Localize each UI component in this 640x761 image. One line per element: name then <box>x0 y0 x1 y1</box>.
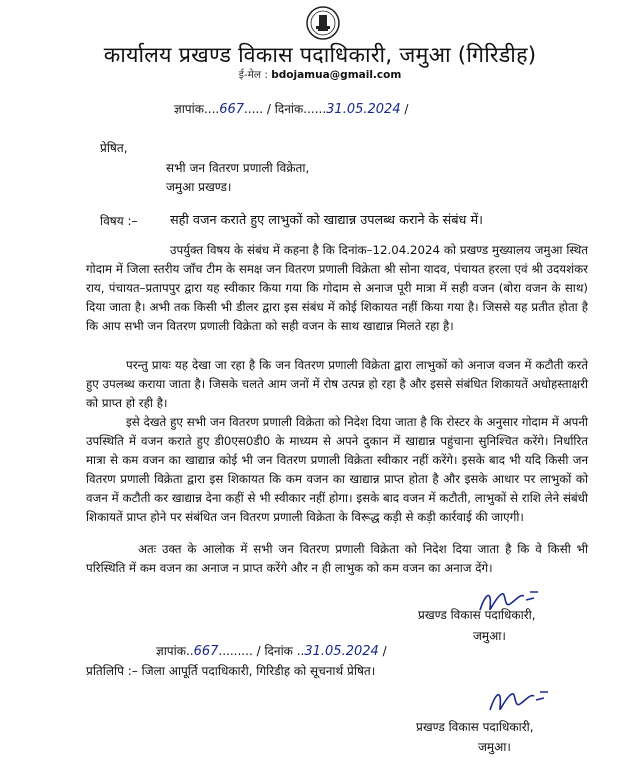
copy-text: जिला आपूर्ति पदाधिकारी, गिरिडीह को सूचनार्थ प्रेषित। <box>141 664 376 678</box>
copy-label: प्रतिलिपि :– <box>86 664 138 678</box>
email-address: bdojamua@gmail.com <box>271 69 402 81</box>
signature-1-place: जमुआ। <box>473 629 506 643</box>
office-title: कार्यालय प्रखण्ड विकास पदाधिकारी, जमुआ (गिरिडीह) <box>103 43 537 68</box>
body-paragraph-4 <box>86 540 588 578</box>
subject-text: सही वजन कराते हुए लाभुकों को खाद्यान्न उपलब्ध कराने के संबंध में। <box>170 213 483 228</box>
dinank-label: दिनांक <box>274 102 304 116</box>
paragraph-text: उपर्युक्त विषय के संबंध में कहना है कि दिनांक–12.04.2024 को प्रखण्ड मुख्यालय जमुआ स्थित गोदाम में जिला स्तरीय जाँच टीम के समक्ष जन वितरण प्रणाली विक्रेता श्री सोना यादव, पंचायत हरला एवं श्री उदयशंकर राय, पंचायत–प्रतापपुर द्वारा यह स्वीकार किया गया कि गोदाम से अनाज पूरी मात्रा में सही वजन (बोरा वजन के साथ) दिया जाता है। अभी तक किसी भी डीलर द्वारा इस संबंध में कोई शिकायत नहीं किया गया है। जिससे यह प्रतीत होता है कि आप सभी जन वितरण प्रणाली विक्रेता को सही वजन के साथ खाद्यान्न मिलते रहा है। <box>86 243 588 333</box>
reference-line: ज्ञापांक....667..... / दिनांक......31.05.2024 / <box>174 102 409 117</box>
gyapank-label-2: ज्ञापांक <box>156 644 186 658</box>
recipient-line-1: सभी जन वितरण प्रणाली विक्रेता, <box>166 161 310 175</box>
paragraph-text: इसे देखते हुए सभी जन वितरण प्रणाली विक्रेता को निदेश दिया जाता है कि रोस्टर के अनुसार गोदाम में अपनी उपस्थिति में वजन कराते हुए डी0एस0डी0 के माध्यम से अपने दुकान में खाद्यान्न पहुंचाना सुनिश्चित करेंगे। निर्धारित मात्रा से कम वजन का खाद्यान्न कोई भी जन वितरण प्रणाली विक्रेता स्वीकार नहीं करेंगे। इसके बाद भी यदि किसी जन वितरण प्रणाली विक्रेता द्वारा इस शिकायत कि कम वजन का खाद्यान्न प्राप्त होता है और इसके आधार पर लाभुकों को वजन में कटौती कर खाद्यान्न देना कहीं से भी स्वीकार नहीं होगा। इसके बाद वजन में कटौती, लाभुकों से राशि लेने संबंधी शिकायतें प्राप्त होने पर संबंधित जन वितरण प्रणाली विक्रेता के विरूद्ध कड़ी से कड़ी कार्रवाई की जाएगी। <box>86 415 588 524</box>
signature-2-designation: प्रखण्ड विकास पदाधिकारी, <box>416 720 534 734</box>
recipient-line-2: जमुआ प्रखण्ड। <box>166 180 232 194</box>
signature-1-designation: प्रखण्ड विकास पदाधिकारी, <box>418 608 536 622</box>
paragraph-text: परन्तु प्रायः यह देखा जा रहा है कि जन वितरण प्रणाली विक्रेता द्वारा लाभुकों को अनाज वजन में कटौती करते हुए उपलब्ध कराया जाता है। जिसके चलते आम जनों में रोष उत्पन्न हो रहा है और इससे संबंधित शिकायतें अधोहस्ताक्षरी को प्राप्त हो रही है। <box>86 358 588 410</box>
signature-2-place: जमुआ। <box>478 740 511 754</box>
preshit-label: प्रेषित, <box>100 141 128 155</box>
government-emblem-icon <box>306 6 340 40</box>
gyapank-value: 667 <box>219 102 245 117</box>
dinank-value-2: 31.05.2024 <box>304 644 379 659</box>
dinank-value: 31.05.2024 <box>326 102 401 117</box>
email-line <box>0 68 640 82</box>
email-label: ई-मेल : <box>238 69 268 81</box>
subject-label: विषय :– <box>100 214 138 228</box>
dinank-label-2: दिनांक <box>264 644 293 658</box>
paragraph-text: अतः उक्त के आलोक में सभी जन वितरण प्रणाली विक्रेता को निदेश दिया जाता है कि वे किसी भी परिस्थिति में कम वजन का अनाज न प्राप्त करेंगे और न ही लाभुक को कम वजन का अनाज देंगे। <box>86 542 588 575</box>
gyapank-label: ज्ञापांक <box>174 102 204 116</box>
handwritten-signature-2 <box>486 684 556 718</box>
body-paragraph-3 <box>86 413 588 527</box>
copy-line <box>86 662 375 679</box>
body-paragraph-1 <box>86 241 588 336</box>
reference-line-2: ज्ञापांक..667......... / दिनांक ..31.05.2024 / <box>156 644 387 659</box>
body-paragraph-2 <box>86 356 588 413</box>
gyapank-value-2: 667 <box>193 644 219 659</box>
